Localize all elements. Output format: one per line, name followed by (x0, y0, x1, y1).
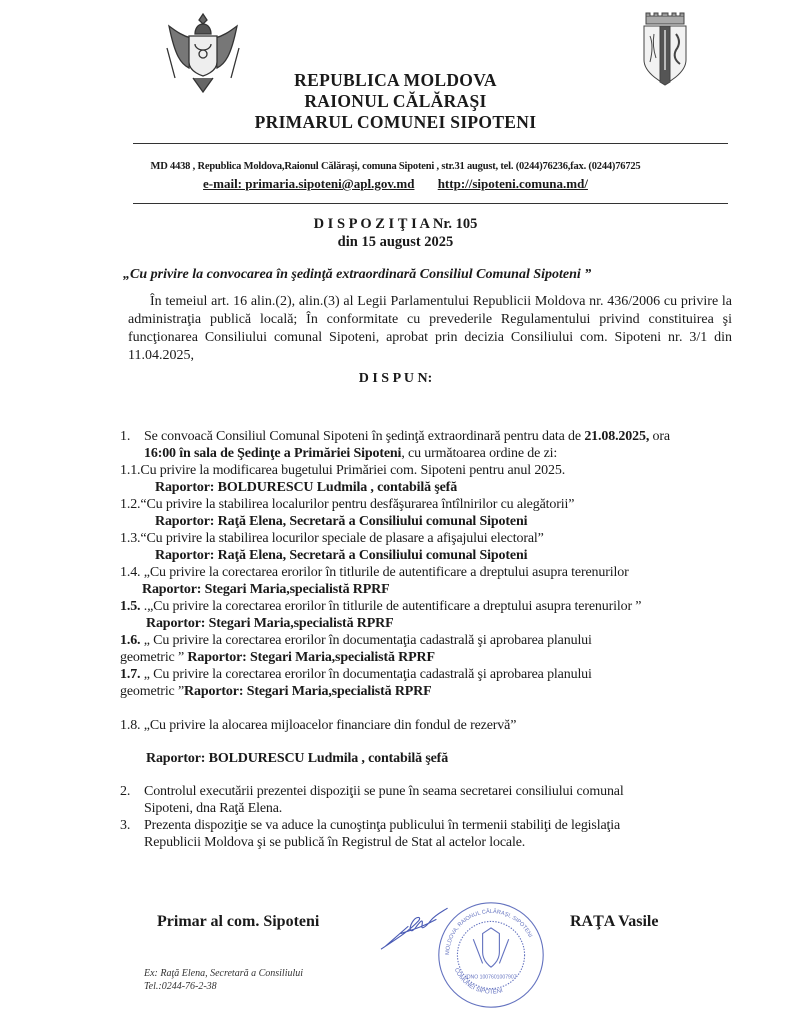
agenda-text: geometric ” (120, 650, 188, 665)
dispun-heading: D I S P U N: (358, 371, 433, 386)
spacer (120, 767, 760, 783)
agenda-number: 1.1. (120, 463, 141, 478)
header-divider-bottom (133, 203, 728, 204)
item-1-number: 1. (120, 429, 131, 444)
item-1-line2 (120, 445, 760, 462)
item-2-number: 2. (120, 784, 131, 799)
agenda-reporter: Raportor: Stegari Maria,specialistă RPRF (142, 582, 390, 597)
spacer (120, 700, 760, 717)
executor-phone: Tel.:0244-76-2-38 (144, 981, 217, 992)
website-link[interactable]: http://sipoteni.comuna.md/ (437, 176, 588, 191)
agenda-item (120, 632, 760, 649)
agenda-item-continuation (120, 649, 760, 666)
item-3-number: 3. (120, 818, 131, 833)
agenda-reporter: Raportor: Raţă Elena, Secretară a Consiliului comunal Sipoteni (155, 514, 528, 529)
header-country: REPUBLICA MOLDOVA (294, 70, 497, 90)
dispositions (120, 428, 760, 851)
item-1-text-b: ora (649, 429, 670, 444)
item-3-line1 (120, 817, 760, 834)
agenda-item (120, 462, 760, 479)
agenda-reporter: Raportor: BOLDURESCU Ludmila , contabilă şefă (146, 751, 449, 766)
agenda-text: Cu privire la modificarea bugetului Primăriei com. Sipoteni pentru anul 2025. (140, 463, 566, 478)
agenda-text: “Cu privire la stabilirea localurilor pentru desfăşurarea întîlnirilor cu alegătorii” (140, 497, 575, 512)
agenda-reporter: Raportor: Stegari Maria,specialistă RPRF (184, 684, 432, 699)
agenda-reporter: Raportor: Raţă Elena, Secretară a Consiliului comunal Sipoteni (155, 548, 528, 563)
header-district: RAIONUL CĂLĂRAŞI (304, 91, 487, 111)
item-1-line1 (120, 428, 760, 445)
stamp-text-top: MOLDOVA, RAIONUL CĂLĂRAŞI, SIPOTENI (444, 909, 533, 956)
stamp-text-bottom: COMUNEI SIPOTENI (452, 967, 504, 996)
agenda-text: .„Cu privire la corectarea erorilor în titlurile de autentificare a dreptului asupra terenurilor ” (140, 599, 642, 614)
agenda-item (120, 496, 760, 513)
document-title: D I S P O Z I Ţ I A Nr. 105 (313, 216, 478, 232)
item-3-text: Prezenta dispoziţie se va aduce la cunoştinţa publicului în termenii stabiliţi de legislaţia (144, 818, 621, 833)
header-office: PRIMARUL COMUNEI SIPOTENI (254, 112, 537, 132)
signatory-role: Primar al com. Sipoteni (157, 913, 320, 930)
svg-text:COMUNEI SIPOTENI (453, 967, 504, 995)
executor-note: Ex: Raţă Elena, Secretară a Consiliului (144, 968, 304, 979)
item-3-line2: Republicii Moldova şi se publică în Registrul de Stat al actelor locale. (144, 835, 526, 850)
agenda-number: 1.6. (120, 633, 141, 648)
item-1-text-a: Se convoacă Consiliul Comunal Sipoteni în şedinţă extraordinară pentru data de (144, 429, 585, 444)
agenda-text: “Cu privire la stabilirea locurilor speciale de plasare a afişajului electoral” (140, 531, 544, 546)
item-2-line2: Sipoteni, dna Raţă Elena. (144, 801, 283, 816)
meeting-date: 21.08.2025, (584, 429, 650, 444)
stamp-code: IDNO 1007601007907 (465, 974, 517, 981)
agenda-item (120, 564, 760, 581)
agenda-reporter: Raportor: Stegari Maria,specialistă RPRF (146, 616, 394, 631)
agenda-item (120, 666, 760, 683)
header-links (0, 176, 791, 191)
agenda-text: „Cu privire la corectarea erorilor în titlurile de autentificare a dreptului asupra terenurilor (140, 565, 629, 580)
document-date: din 15 august 2025 (337, 234, 454, 250)
signatory-name: RAŢA Vasile (570, 913, 659, 930)
document-subject: „Cu privire la convocarea în şedinţă extraordinară Consiliul Comunal Sipoteni ” (123, 267, 592, 282)
meeting-time-place: 16:00 în sala de Şedinţe a Primăriei Sipoteni (144, 446, 402, 461)
agenda-reporter: Raportor: BOLDURESCU Ludmila , contabilă şefă (155, 480, 458, 495)
agenda-number: 1.7. (120, 667, 141, 682)
header-divider-top (133, 143, 728, 144)
item-1-text-c: , cu următoarea ordine de zi: (401, 446, 558, 461)
official-stamp-icon (436, 900, 546, 1010)
agenda-number: 1.8. (120, 718, 141, 733)
preamble: În temeiul art. 16 alin.(2), alin.(3) al Legii Parlamentului Republicii Moldova nr. 436/2006 cu privire la administraţia publică locală; În conformitate cu prevederile Regulamentului privind constituirea şi funcţionarea Consiliului comunal Sipoteni, aprobat prin decizia Consiliului com. Sipoteni nr. 3/1 din 11.04.2025, (128, 294, 732, 363)
agenda-item-continuation (120, 683, 760, 700)
agenda-number: 1.2. (120, 497, 141, 512)
agenda-text: „ Cu privire la corectarea erorilor în documentaţia cadastrală şi aprobarea planului (140, 667, 592, 682)
agenda-text: geometric ” (120, 684, 185, 699)
agenda-reporter: Raportor: Stegari Maria,specialistă RPRF (187, 650, 435, 665)
agenda-number: 1.4. (120, 565, 141, 580)
item-2-text: Controlul executării prezentei dispoziţii se pune în seama secretarei consiliului comunal (144, 784, 624, 799)
email-link[interactable]: e-mail: primaria.sipoteni@apl.gov.md (203, 176, 415, 191)
agenda-item (120, 717, 760, 734)
agenda-number: 1.5. (120, 599, 141, 614)
agenda-item (120, 530, 760, 547)
spacer (120, 734, 760, 750)
agenda-item (120, 598, 760, 615)
header-address: MD 4438 , Republica Moldova,Raionul Călăraşi, comuna Sipoteni , str.31 august, tel. (0244)76236,fax. (0244)76725 (150, 161, 641, 172)
agenda-text: „Cu privire la alocarea mijloacelor financiare din fondul de rezervă” (140, 718, 517, 733)
agenda-number: 1.3. (120, 531, 141, 546)
item-2-line1 (120, 783, 760, 800)
agenda-text: „ Cu privire la corectarea erorilor în documentaţia cadastrală şi aprobarea planului (140, 633, 592, 648)
